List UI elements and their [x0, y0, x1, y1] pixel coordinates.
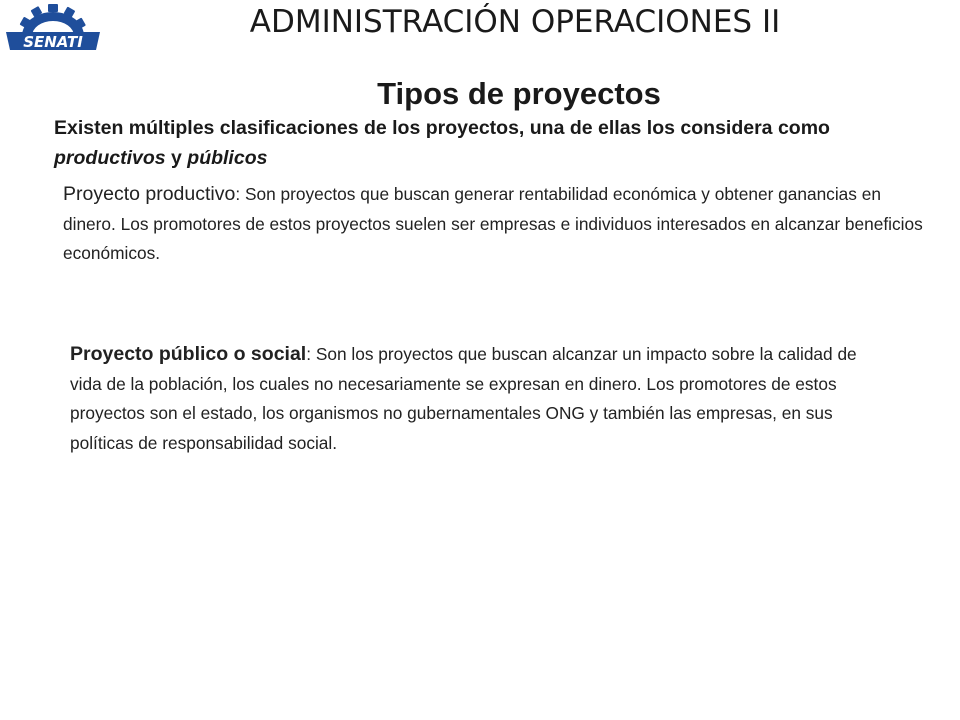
- productive-project-term: Proyecto productivo: [63, 183, 236, 205]
- productive-project-paragraph: [63, 180, 923, 269]
- svg-text:SENATI: SENATI: [23, 33, 83, 51]
- intro-term-productivos: productivos: [54, 147, 166, 169]
- intro-text: Existen múltiples clasificaciones de los proyectos, una de ellas los considera como: [54, 117, 830, 139]
- intro-term-publicos: públicos: [187, 147, 268, 169]
- public-project-term: Proyecto público o social: [70, 343, 307, 365]
- public-project-body: : Son los proyectos que buscan alcanzar un impacto sobre la calidad de vida de la población, los cuales no necesariamente se expresan en dinero. Los promotores de estos proyectos son el estado, los organismos no gubernamentales ONG y también las empresas, en sus políticas de responsabilidad social.: [70, 344, 857, 453]
- intro-paragraph: [54, 113, 934, 173]
- slide-title: Tipos de proyectos: [377, 76, 661, 111]
- public-project-paragraph: [70, 340, 890, 458]
- intro-connector: y: [165, 147, 188, 169]
- header-title: ADMINISTRACIÓN OPERACIONES II: [249, 4, 781, 40]
- productive-project-body: : Son proyectos que buscan generar rentabilidad económica y obtener ganancias en dinero. Los promotores de estos proyectos suelen ser empresas e individuos interesados en alcanzar beneficios económicos.: [63, 184, 923, 263]
